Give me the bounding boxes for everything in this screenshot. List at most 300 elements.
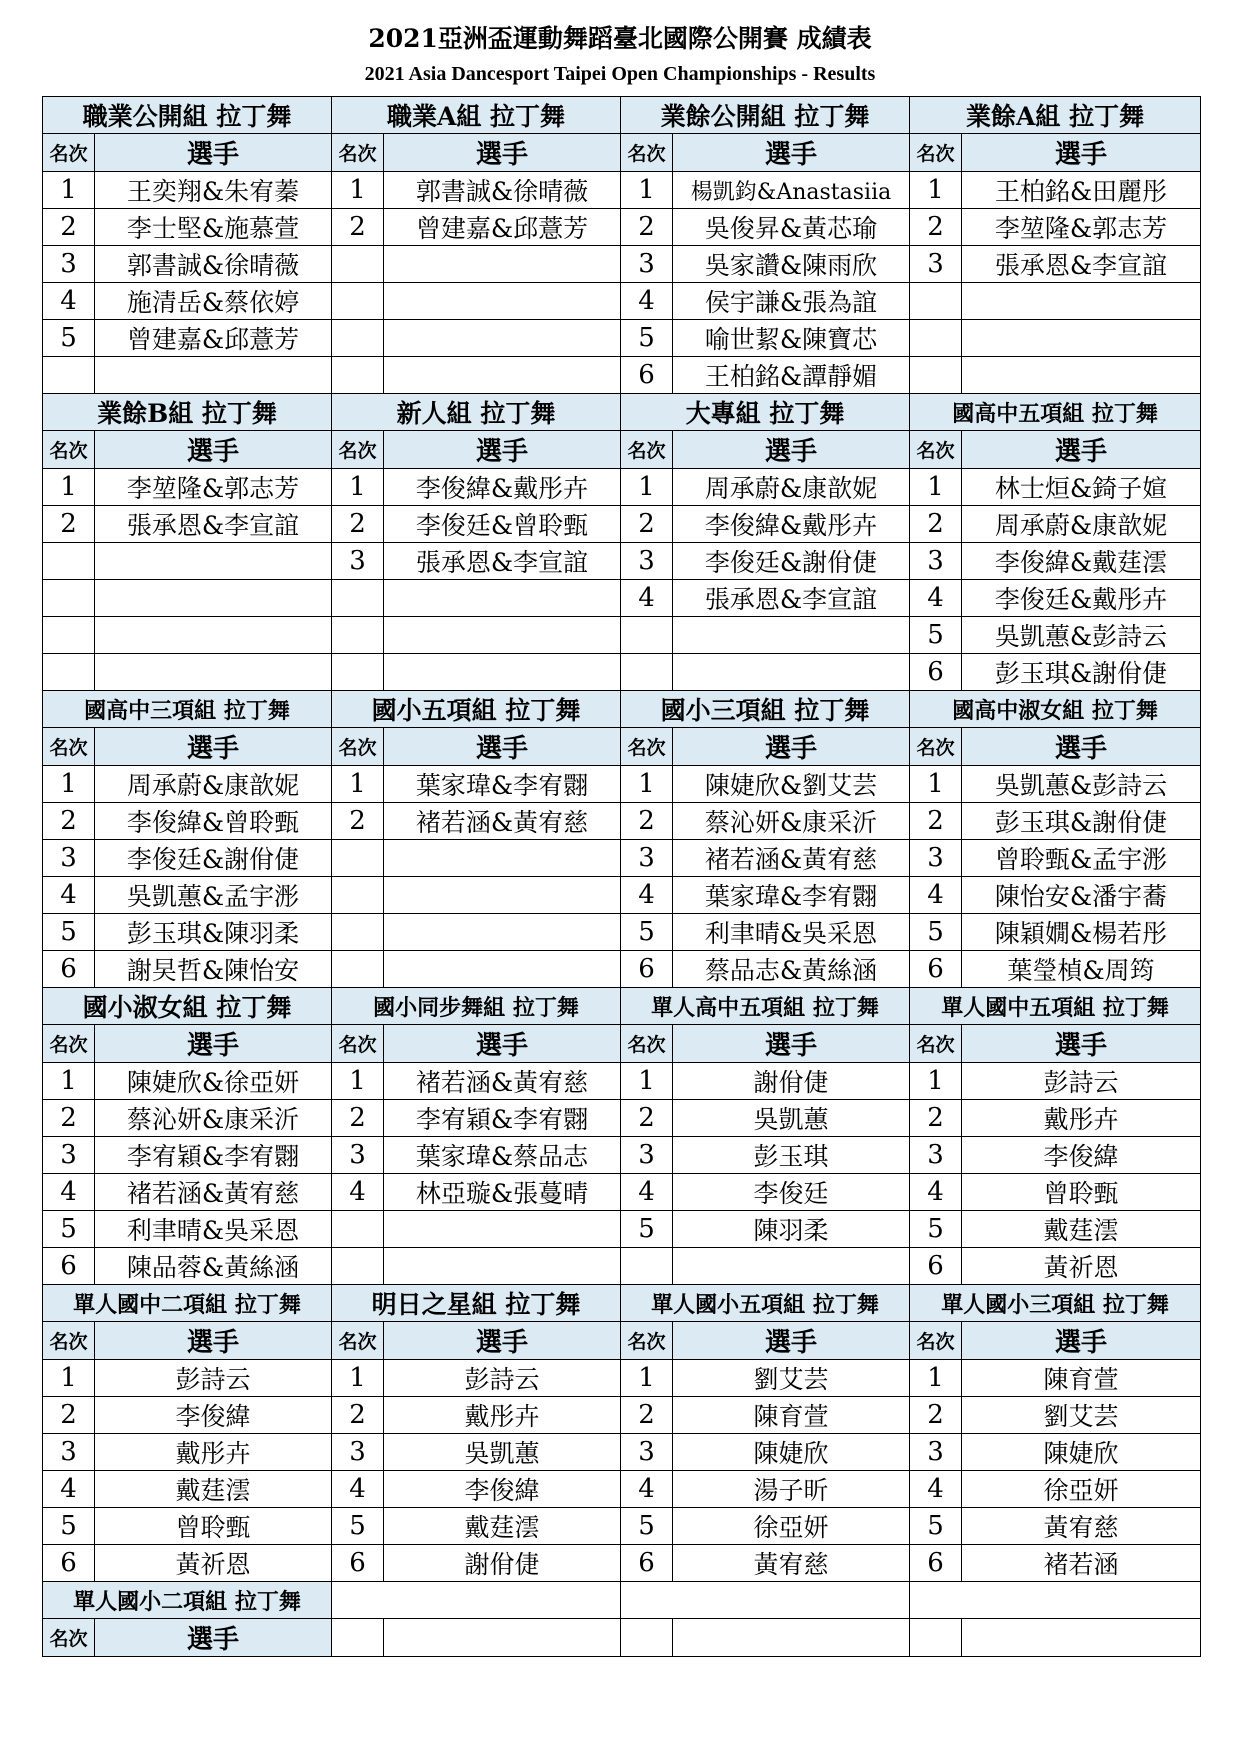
competitor-cell: 戴彤卉 <box>384 1397 621 1434</box>
rank-cell: 5 <box>43 914 95 951</box>
rank-header: 名次 <box>621 728 673 766</box>
rank-cell: 2 <box>332 506 384 543</box>
table-row <box>43 580 1201 617</box>
competitor-cell: 陳穎嫺&楊若彤 <box>962 914 1201 951</box>
empty-cell <box>332 1619 384 1657</box>
rank-cell: 4 <box>43 283 95 320</box>
rank-header: 名次 <box>43 728 95 766</box>
rank-cell: 6 <box>332 1545 384 1582</box>
name-header: 選手 <box>95 728 332 766</box>
competitor-cell: 徐亞妍 <box>673 1508 910 1545</box>
competitor-cell: 黃宥慈 <box>673 1545 910 1582</box>
table-row <box>43 357 1201 394</box>
rank-cell: 4 <box>43 877 95 914</box>
empty-cell <box>384 320 621 357</box>
category-title: 國高中三項組 拉丁舞 <box>43 691 332 728</box>
name-header: 選手 <box>962 1025 1201 1063</box>
competitor-cell: 曾聆甄&孟宇浵 <box>962 840 1201 877</box>
rank-cell: 5 <box>910 1508 962 1545</box>
competitor-cell: 曾建嘉&邱薏芳 <box>95 320 332 357</box>
rank-header: 名次 <box>332 431 384 469</box>
competitor-cell: 蔡品志&黃絲涵 <box>673 951 910 988</box>
empty-cell <box>384 654 621 691</box>
competitor-cell: 曾聆甄 <box>95 1508 332 1545</box>
competitor-cell: 陳育萱 <box>673 1397 910 1434</box>
empty-cell <box>332 246 384 283</box>
competitor-cell: 喻世絜&陳寶芯 <box>673 320 910 357</box>
rank-cell: 6 <box>621 357 673 394</box>
rank-cell: 2 <box>43 209 95 246</box>
competitor-cell: 王奕翔&朱宥蓁 <box>95 172 332 209</box>
rank-cell: 1 <box>621 1360 673 1397</box>
competitor-cell: 周承蔚&康歆妮 <box>95 766 332 803</box>
competitor-cell: 陳羽柔 <box>673 1211 910 1248</box>
empty-cell <box>384 914 621 951</box>
empty-cell <box>673 1248 910 1285</box>
rank-header: 名次 <box>910 431 962 469</box>
empty-cell <box>673 617 910 654</box>
table-row <box>43 766 1201 803</box>
empty-cell <box>332 877 384 914</box>
table-row <box>43 1211 1201 1248</box>
table-row <box>43 1471 1201 1508</box>
competitor-cell: 李宥穎&李宥翾 <box>95 1137 332 1174</box>
table-row <box>43 1100 1201 1137</box>
empty-cell <box>43 617 95 654</box>
rank-cell: 3 <box>910 1137 962 1174</box>
competitor-cell: 彭詩云 <box>384 1360 621 1397</box>
competitor-cell: 曾建嘉&邱薏芳 <box>384 209 621 246</box>
table-row <box>43 283 1201 320</box>
competitor-cell: 褚若涵&黃宥慈 <box>95 1174 332 1211</box>
rank-header: 名次 <box>43 1322 95 1360</box>
competitor-cell: 曾聆甄 <box>962 1174 1201 1211</box>
empty-cell <box>910 283 962 320</box>
table-row <box>43 1063 1201 1100</box>
table-row <box>43 654 1201 691</box>
competitor-cell: 李俊緯 <box>384 1471 621 1508</box>
competitor-cell: 林士烜&錡子媗 <box>962 469 1201 506</box>
empty-cell <box>384 357 621 394</box>
category-title: 業餘公開組 拉丁舞 <box>621 97 910 134</box>
rank-header: 名次 <box>910 1025 962 1063</box>
competitor-cell: 戴莛澐 <box>962 1211 1201 1248</box>
empty-cell <box>384 283 621 320</box>
empty-cell <box>910 1619 962 1657</box>
empty-cell <box>962 320 1201 357</box>
page-title: 2021亞洲盃運動舞蹈臺北國際公開賽 成績表 <box>368 24 872 53</box>
rank-cell: 1 <box>43 1360 95 1397</box>
competitor-cell: 吳俊昇&黃芯瑜 <box>673 209 910 246</box>
rank-cell: 4 <box>910 1174 962 1211</box>
rank-cell: 5 <box>621 914 673 951</box>
rank-cell: 2 <box>332 803 384 840</box>
name-header: 選手 <box>962 1322 1201 1360</box>
competitor-cell: 李俊緯&戴彤卉 <box>384 469 621 506</box>
rank-cell: 4 <box>910 1471 962 1508</box>
table-row <box>43 469 1201 506</box>
competitor-cell: 黃宥慈 <box>962 1508 1201 1545</box>
empty-cell <box>43 580 95 617</box>
category-title-row <box>43 988 1201 1025</box>
rank-cell: 4 <box>910 877 962 914</box>
competitor-cell: 蔡沁妍&康采沂 <box>673 803 910 840</box>
name-header: 選手 <box>95 1619 332 1657</box>
rank-cell: 4 <box>621 1471 673 1508</box>
rank-cell: 2 <box>910 1100 962 1137</box>
rank-cell: 5 <box>43 320 95 357</box>
competitor-cell: 李士堅&施慕萱 <box>95 209 332 246</box>
column-header-row <box>43 1619 1201 1657</box>
empty-cell <box>621 1248 673 1285</box>
competitor-cell: 彭玉琪&謝佾倢 <box>962 803 1201 840</box>
competitor-cell: 李俊緯 <box>962 1137 1201 1174</box>
column-header-row <box>43 431 1201 469</box>
rank-cell: 1 <box>621 172 673 209</box>
rank-cell: 5 <box>621 1211 673 1248</box>
rank-cell: 4 <box>43 1471 95 1508</box>
competitor-cell: 張承恩&李宣誼 <box>95 506 332 543</box>
empty-cell <box>95 654 332 691</box>
rank-cell: 2 <box>910 803 962 840</box>
rank-cell: 3 <box>621 543 673 580</box>
competitor-cell: 吳家讚&陳雨欣 <box>673 246 910 283</box>
table-row <box>43 1508 1201 1545</box>
name-header: 選手 <box>962 134 1201 172</box>
rank-cell: 2 <box>43 1100 95 1137</box>
name-header: 選手 <box>673 1025 910 1063</box>
rank-cell: 3 <box>910 1434 962 1471</box>
empty-cell <box>384 951 621 988</box>
empty-cell <box>621 654 673 691</box>
competitor-cell: 李俊廷&謝佾倢 <box>95 840 332 877</box>
rank-cell: 3 <box>910 246 962 283</box>
rank-cell: 2 <box>621 1397 673 1434</box>
name-header: 選手 <box>673 134 910 172</box>
category-title: 大專組 拉丁舞 <box>621 394 910 431</box>
competitor-cell: 謝佾倢 <box>673 1063 910 1100</box>
competitor-cell: 李俊緯&戴彤卉 <box>673 506 910 543</box>
competitor-cell: 褚若涵 <box>962 1545 1201 1582</box>
table-row <box>43 1545 1201 1582</box>
empty-cell <box>962 283 1201 320</box>
empty-cell <box>621 617 673 654</box>
empty-cell <box>384 877 621 914</box>
empty-cell <box>962 357 1201 394</box>
competitor-cell: 彭玉琪&陳羽柔 <box>95 914 332 951</box>
rank-cell: 1 <box>910 469 962 506</box>
category-title: 明日之星組 拉丁舞 <box>332 1285 621 1322</box>
rank-cell: 1 <box>621 766 673 803</box>
category-title-row <box>43 1582 1201 1619</box>
name-header: 選手 <box>673 728 910 766</box>
name-header: 選手 <box>384 431 621 469</box>
competitor-cell: 吳凱蕙 <box>384 1434 621 1471</box>
column-header-row <box>43 1025 1201 1063</box>
rank-cell: 4 <box>332 1471 384 1508</box>
rank-cell: 3 <box>43 1434 95 1471</box>
rank-header: 名次 <box>43 431 95 469</box>
rank-cell: 6 <box>43 951 95 988</box>
empty-cell <box>332 951 384 988</box>
rank-cell: 1 <box>332 1360 384 1397</box>
rank-cell: 5 <box>332 1508 384 1545</box>
table-row <box>43 1137 1201 1174</box>
competitor-cell: 利聿晴&吳采恩 <box>673 914 910 951</box>
rank-cell: 2 <box>621 1100 673 1137</box>
competitor-cell: 湯子昕 <box>673 1471 910 1508</box>
empty-cell <box>384 246 621 283</box>
empty-cell <box>95 617 332 654</box>
table-row <box>43 914 1201 951</box>
name-header: 選手 <box>384 134 621 172</box>
competitor-cell: 陳婕欣 <box>673 1434 910 1471</box>
rank-header: 名次 <box>910 134 962 172</box>
competitor-cell: 郭書誠&徐晴薇 <box>95 246 332 283</box>
rank-cell: 4 <box>621 580 673 617</box>
table-row <box>43 1360 1201 1397</box>
competitor-cell: 陳品蓉&黃絲涵 <box>95 1248 332 1285</box>
rank-header: 名次 <box>910 728 962 766</box>
empty-cell <box>673 654 910 691</box>
rank-cell: 4 <box>621 283 673 320</box>
competitor-cell: 謝旲哲&陳怡安 <box>95 951 332 988</box>
competitor-cell: 褚若涵&黃宥慈 <box>384 803 621 840</box>
competitor-cell: 葉瑩楨&周筠 <box>962 951 1201 988</box>
name-header: 選手 <box>673 431 910 469</box>
category-title-row <box>43 691 1201 728</box>
competitor-cell: 徐亞妍 <box>962 1471 1201 1508</box>
rank-cell: 2 <box>332 209 384 246</box>
empty-cell <box>621 1619 673 1657</box>
rank-cell: 3 <box>621 1137 673 1174</box>
competitor-cell: 戴彤卉 <box>95 1434 332 1471</box>
empty-cell <box>673 1619 910 1657</box>
rank-cell: 2 <box>43 803 95 840</box>
table-row <box>43 172 1201 209</box>
competitor-cell: 陳婕欣 <box>962 1434 1201 1471</box>
empty-cell <box>332 914 384 951</box>
competitor-cell: 戴彤卉 <box>962 1100 1201 1137</box>
rank-cell: 1 <box>43 1063 95 1100</box>
rank-cell: 6 <box>910 951 962 988</box>
rank-cell: 3 <box>910 543 962 580</box>
empty-cell <box>332 1582 621 1619</box>
table-row <box>43 1174 1201 1211</box>
rank-cell: 4 <box>910 580 962 617</box>
rank-header: 名次 <box>621 431 673 469</box>
empty-cell <box>95 543 332 580</box>
category-title: 國小五項組 拉丁舞 <box>332 691 621 728</box>
column-header-row <box>43 134 1201 172</box>
table-row <box>43 617 1201 654</box>
competitor-cell: 葉家瑋&蔡品志 <box>384 1137 621 1174</box>
rank-header: 名次 <box>43 1025 95 1063</box>
rank-cell: 4 <box>43 1174 95 1211</box>
category-title: 單人國小三項組 拉丁舞 <box>910 1285 1201 1322</box>
rank-cell: 2 <box>332 1397 384 1434</box>
rank-cell: 4 <box>332 1174 384 1211</box>
competitor-cell: 褚若涵&黃宥慈 <box>673 840 910 877</box>
category-title: 業餘A組 拉丁舞 <box>910 97 1201 134</box>
rank-cell: 2 <box>910 1397 962 1434</box>
competitor-cell: 林亞璇&張蔓晴 <box>384 1174 621 1211</box>
rank-cell: 1 <box>910 172 962 209</box>
category-title: 業餘B組 拉丁舞 <box>43 394 332 431</box>
competitor-cell: 郭書誠&徐晴薇 <box>384 172 621 209</box>
category-title-row <box>43 97 1201 134</box>
category-title: 國小淑女組 拉丁舞 <box>43 988 332 1025</box>
empty-cell <box>43 543 95 580</box>
rank-cell: 5 <box>910 1211 962 1248</box>
empty-cell <box>43 357 95 394</box>
rank-cell: 2 <box>43 1397 95 1434</box>
rank-cell: 2 <box>910 506 962 543</box>
empty-cell <box>332 840 384 877</box>
competitor-cell: 吳凱蕙 <box>673 1100 910 1137</box>
empty-cell <box>332 357 384 394</box>
rank-header: 名次 <box>332 1025 384 1063</box>
category-title: 單人國中五項組 拉丁舞 <box>910 988 1201 1025</box>
name-header: 選手 <box>384 1322 621 1360</box>
category-title: 單人國中二項組 拉丁舞 <box>43 1285 332 1322</box>
rank-cell: 2 <box>43 506 95 543</box>
competitor-cell: 葉家瑋&李宥翾 <box>384 766 621 803</box>
competitor-cell: 戴莛澐 <box>95 1471 332 1508</box>
category-title: 國高中五項組 拉丁舞 <box>910 394 1201 431</box>
rank-cell: 5 <box>43 1508 95 1545</box>
competitor-cell: 李堃隆&郭志芳 <box>962 209 1201 246</box>
table-row <box>43 951 1201 988</box>
category-title: 單人國小二項組 拉丁舞 <box>43 1582 332 1619</box>
rank-cell: 4 <box>621 877 673 914</box>
competitor-cell: 周承蔚&康歆妮 <box>962 506 1201 543</box>
competitor-cell: 利聿晴&吳采恩 <box>95 1211 332 1248</box>
table-row <box>43 543 1201 580</box>
rank-header: 名次 <box>43 134 95 172</box>
competitor-cell: 吳凱蕙&彭詩云 <box>962 617 1201 654</box>
category-title-row <box>43 394 1201 431</box>
competitor-cell: 李俊廷&謝佾倢 <box>673 543 910 580</box>
category-title: 職業A組 拉丁舞 <box>332 97 621 134</box>
competitor-cell: 彭詩云 <box>95 1360 332 1397</box>
rank-cell: 5 <box>43 1211 95 1248</box>
rank-cell: 1 <box>621 469 673 506</box>
rank-cell: 3 <box>332 1434 384 1471</box>
results-table <box>42 96 1201 1657</box>
rank-header: 名次 <box>332 728 384 766</box>
empty-cell <box>332 617 384 654</box>
empty-cell <box>332 1211 384 1248</box>
rank-cell: 5 <box>910 617 962 654</box>
competitor-cell: 劉艾芸 <box>673 1360 910 1397</box>
empty-cell <box>910 320 962 357</box>
name-header: 選手 <box>384 1025 621 1063</box>
rank-cell: 3 <box>43 840 95 877</box>
table-row <box>43 506 1201 543</box>
name-header: 選手 <box>962 431 1201 469</box>
table-row <box>43 803 1201 840</box>
competitor-cell: 陳怡安&潘宇蕎 <box>962 877 1201 914</box>
name-header: 選手 <box>962 728 1201 766</box>
competitor-cell: 李俊廷&曾聆甄 <box>384 506 621 543</box>
empty-cell <box>332 580 384 617</box>
table-row <box>43 1248 1201 1285</box>
rank-cell: 2 <box>621 506 673 543</box>
empty-cell <box>384 1248 621 1285</box>
rank-cell: 1 <box>332 1063 384 1100</box>
competitor-cell: 張承恩&李宣誼 <box>962 246 1201 283</box>
rank-header: 名次 <box>910 1322 962 1360</box>
rank-cell: 2 <box>910 209 962 246</box>
rank-cell: 1 <box>621 1063 673 1100</box>
competitor-cell: 葉家瑋&李宥翾 <box>673 877 910 914</box>
column-header-row <box>43 728 1201 766</box>
category-title: 單人高中五項組 拉丁舞 <box>621 988 910 1025</box>
name-header: 選手 <box>673 1322 910 1360</box>
empty-cell <box>332 283 384 320</box>
empty-cell <box>384 1619 621 1657</box>
rank-header: 名次 <box>43 1619 95 1657</box>
empty-cell <box>384 1211 621 1248</box>
rank-cell: 3 <box>621 1434 673 1471</box>
name-header: 選手 <box>384 728 621 766</box>
empty-cell <box>910 357 962 394</box>
competitor-cell: 李俊緯&戴莛澐 <box>962 543 1201 580</box>
competitor-cell: 陳育萱 <box>962 1360 1201 1397</box>
competitor-cell: 王柏銘&譚靜媚 <box>673 357 910 394</box>
competitor-cell: 王柏銘&田麗彤 <box>962 172 1201 209</box>
rank-cell: 3 <box>910 840 962 877</box>
empty-cell <box>332 654 384 691</box>
empty-cell <box>910 1582 1201 1619</box>
rank-cell: 1 <box>332 172 384 209</box>
rank-cell: 6 <box>621 1545 673 1582</box>
table-row <box>43 246 1201 283</box>
empty-cell <box>332 320 384 357</box>
empty-cell <box>95 357 332 394</box>
competitor-cell: 陳婕欣&徐亞妍 <box>95 1063 332 1100</box>
rank-cell: 3 <box>43 246 95 283</box>
competitor-cell: 李俊廷 <box>673 1174 910 1211</box>
rank-header: 名次 <box>332 1322 384 1360</box>
table-row <box>43 1397 1201 1434</box>
category-title: 單人國小五項組 拉丁舞 <box>621 1285 910 1322</box>
competitor-cell: 黃祈恩 <box>962 1248 1201 1285</box>
rank-header: 名次 <box>621 1322 673 1360</box>
empty-cell <box>962 1619 1201 1657</box>
rank-cell: 1 <box>910 1063 962 1100</box>
rank-cell: 1 <box>43 172 95 209</box>
rank-header: 名次 <box>621 134 673 172</box>
rank-cell: 1 <box>910 766 962 803</box>
competitor-cell: 吳凱蕙&彭詩云 <box>962 766 1201 803</box>
rank-cell: 6 <box>43 1545 95 1582</box>
table-row <box>43 209 1201 246</box>
rank-cell: 5 <box>621 320 673 357</box>
name-header: 選手 <box>95 134 332 172</box>
competitor-cell: 彭玉琪 <box>673 1137 910 1174</box>
rank-cell: 6 <box>910 654 962 691</box>
rank-cell: 3 <box>621 246 673 283</box>
competitor-cell: 褚若涵&黃宥慈 <box>384 1063 621 1100</box>
rank-cell: 1 <box>332 766 384 803</box>
competitor-cell: 彭玉琪&謝佾倢 <box>962 654 1201 691</box>
rank-cell: 6 <box>910 1545 962 1582</box>
rank-cell: 6 <box>621 951 673 988</box>
name-header: 選手 <box>95 1025 332 1063</box>
rank-cell: 1 <box>910 1360 962 1397</box>
